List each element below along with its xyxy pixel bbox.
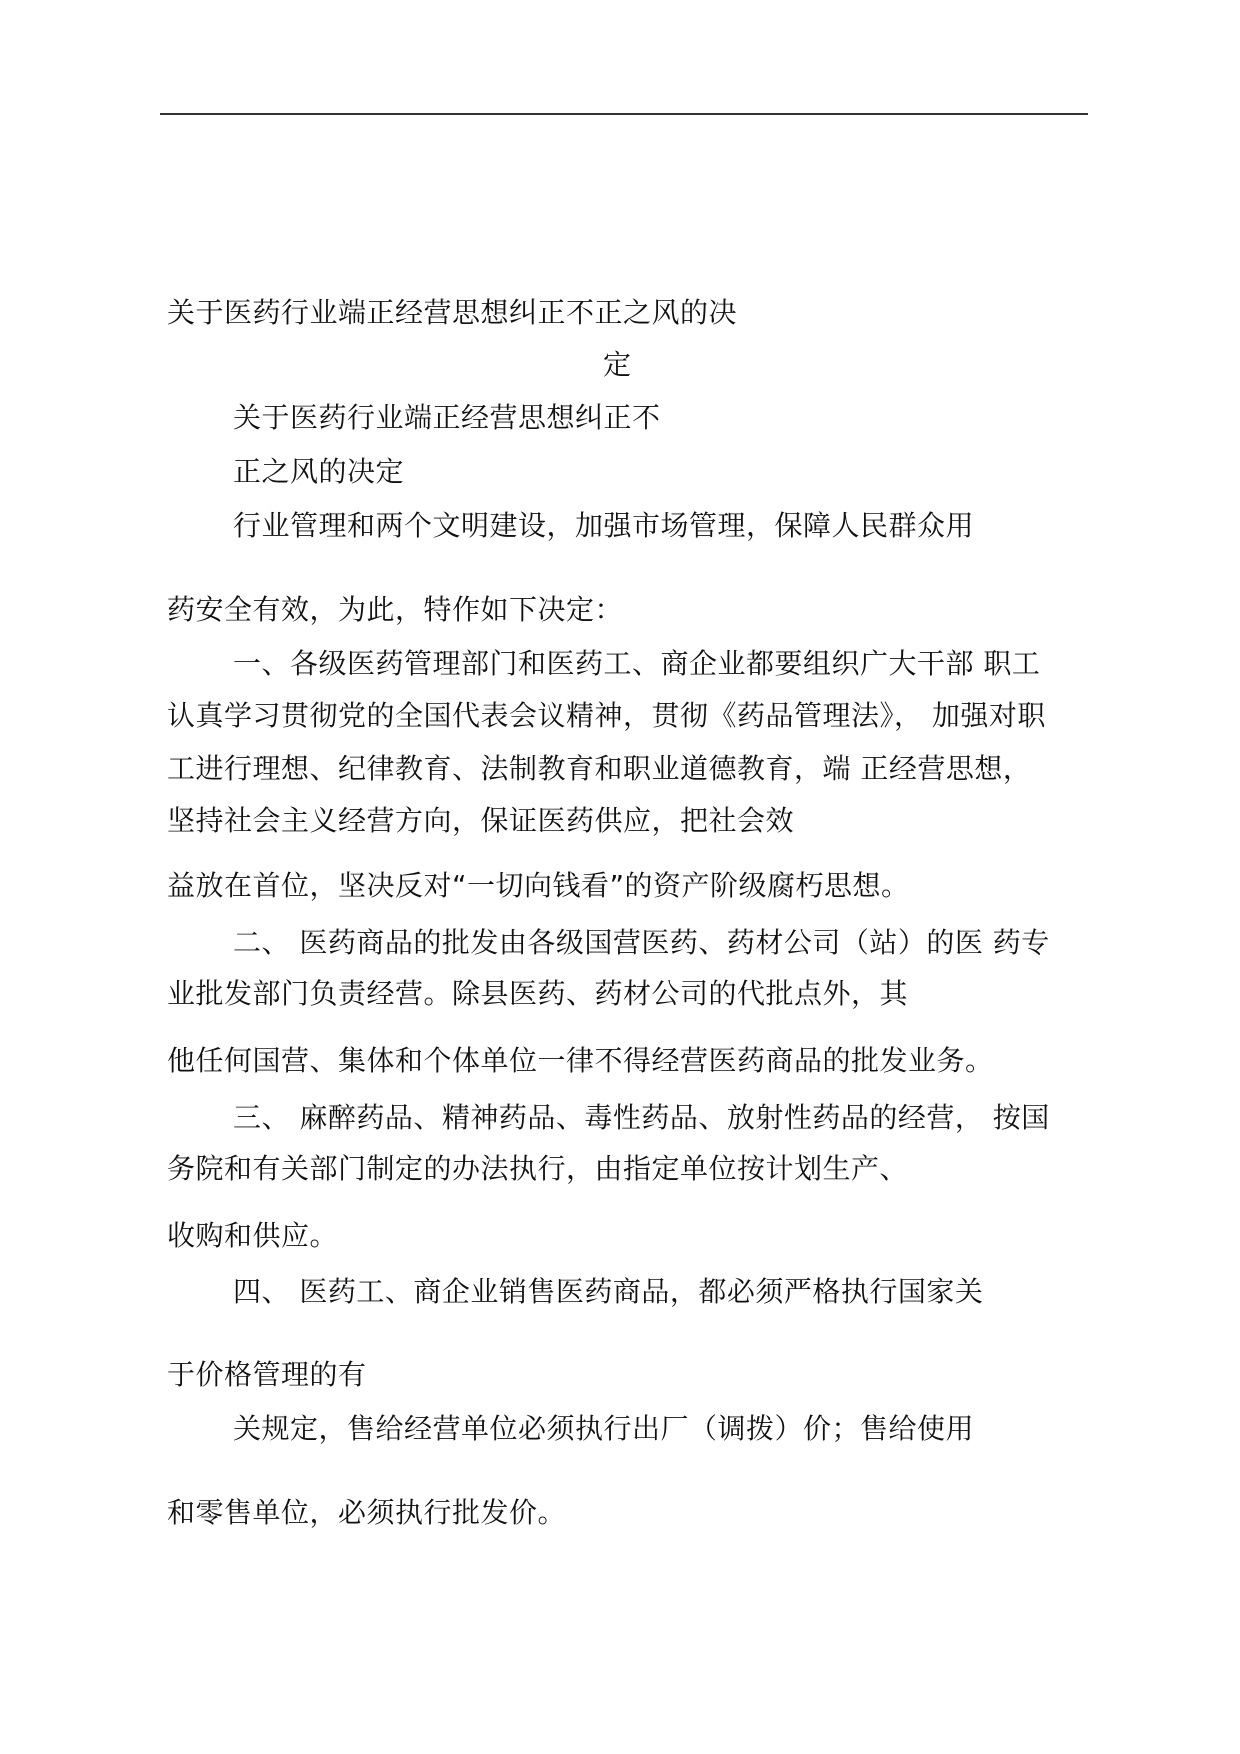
intro-line-2: 药安全有效，为此，特作如下决定： xyxy=(167,593,624,626)
section-1-line-2: 认真学习贯彻党的全国代表会议精神，贯彻《药品管理法》， 加强对职 xyxy=(167,699,1046,732)
section-3-line-2: 务院和有关部门制定的办法执行，由指定单位按计划生产、 xyxy=(167,1152,909,1185)
subtitle-line-1: 关于医药行业端正经营思想纠正不 xyxy=(233,401,661,434)
section-4-line-4: 和零售单位，必须执行批发价。 xyxy=(167,1496,567,1529)
section-1-line-5: 益放在首位，坚决反对“一切向钱看”的资产阶级腐朽思想。 xyxy=(167,869,910,902)
section-2-line-3: 他任何国营、集体和个体单位一律不得经营医药商品的批发业务。 xyxy=(167,1044,994,1077)
section-4-line-3: 关规定，售给经营单位必须执行出厂（调拨）价；售给使用 xyxy=(233,1412,975,1445)
header-rule xyxy=(160,113,1088,115)
intro-line-1: 行业管理和两个文明建设，加强市场管理，保障人民群众用 xyxy=(233,509,975,542)
title-line-1: 关于医药行业端正经营思想纠正不正之风的决 xyxy=(167,296,738,329)
section-1-line-3: 工进行理想、纪律教育、法制教育和职业道德教育，端 正经营思想， xyxy=(167,752,1032,785)
section-2-line-1: 二、 医药商品的批发由各级国营医药、药材公司（站）的医 药专 xyxy=(233,926,1050,959)
section-1-line-1: 一、各级医药管理部门和医药工、商企业都要组织广大干部 职工 xyxy=(233,647,1041,680)
section-4-line-1: 四、 医药工、商企业销售医药商品，都必须严格执行国家关 xyxy=(233,1275,984,1308)
title-line-2: 定 xyxy=(603,348,632,381)
section-1-line-4: 坚持社会主义经营方向，保证医药供应，把社会效 xyxy=(167,804,795,837)
section-2-line-2: 业批发部门负责经营。除县医药、药材公司的代批点外，其 xyxy=(167,977,909,1010)
section-4-line-2: 于价格管理的有 xyxy=(167,1358,367,1391)
section-3-line-1: 三、 麻醉药品、精神药品、毒性药品、放射性药品的经营， 按国 xyxy=(233,1101,1050,1134)
section-3-line-3: 收购和供应。 xyxy=(167,1219,339,1252)
subtitle-line-2: 正之风的决定 xyxy=(233,455,405,488)
